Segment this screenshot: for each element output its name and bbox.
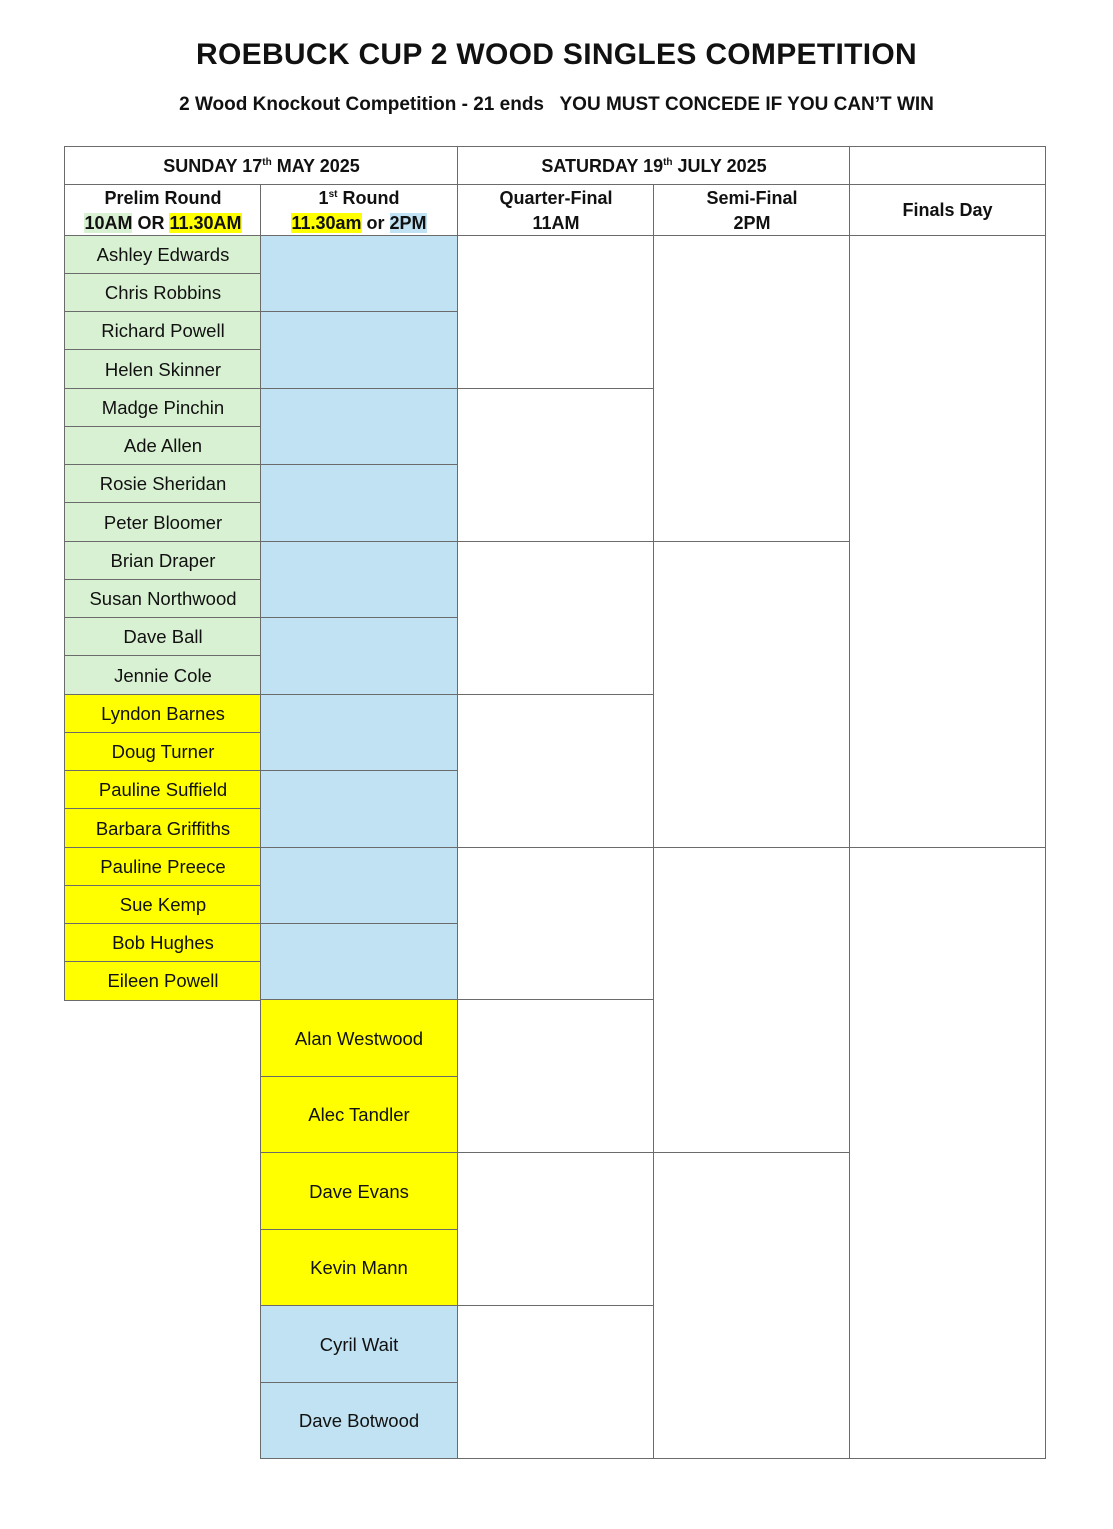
prelim-player: Richard Powell	[64, 311, 262, 351]
semi-final-slot	[653, 541, 851, 849]
prelim-player: Bob Hughes	[64, 923, 262, 963]
prelim-player: Helen Skinner	[64, 349, 262, 390]
prelim-player: Brian Draper	[64, 541, 262, 581]
finals-day-slot	[849, 235, 1046, 849]
semi-final-slot	[653, 847, 851, 1154]
first-round-player: Kevin Mann	[260, 1229, 458, 1307]
finals-day-slot	[849, 847, 1046, 1459]
prelim-player: Madge Pinchin	[64, 388, 262, 428]
first-round-player: Dave Evans	[260, 1152, 458, 1231]
quarter-final-slot	[457, 1152, 655, 1307]
header-first-round: 1st Round 11.30am or 2PM	[260, 184, 458, 237]
header-finals-top	[849, 146, 1046, 186]
first-round-slot	[260, 694, 458, 772]
first-round-player: Alec Tandler	[260, 1076, 458, 1154]
prelim-player: Jennie Cole	[64, 655, 262, 696]
first-round-slot	[260, 847, 458, 925]
first-round-slot	[260, 235, 458, 313]
header-semi-final: Semi-Final 2PM	[653, 184, 851, 237]
prelim-player: Susan Northwood	[64, 579, 262, 619]
prelim-player: Eileen Powell	[64, 961, 262, 1001]
prelim-player: Dave Ball	[64, 617, 262, 657]
prelim-player: Pauline Suffield	[64, 770, 262, 810]
prelim-player: Doug Turner	[64, 732, 262, 772]
first-round-slot	[260, 311, 458, 390]
prelim-player: Lyndon Barnes	[64, 694, 262, 734]
prelim-player: Ade Allen	[64, 426, 262, 466]
first-round-slot	[260, 770, 458, 849]
header-finals-day: Finals Day	[849, 184, 1046, 237]
header-sunday: SUNDAY 17th MAY 2025	[64, 146, 459, 186]
prelim-player: Pauline Preece	[64, 847, 262, 887]
quarter-final-slot	[457, 694, 655, 849]
first-round-player: Dave Botwood	[260, 1382, 458, 1459]
first-round-slot	[260, 923, 458, 1001]
prelim-player: Chris Robbins	[64, 273, 262, 313]
header-quarter-final: Quarter-Final 11AM	[457, 184, 655, 237]
first-round-player: Alan Westwood	[260, 999, 458, 1078]
first-round-slot	[260, 541, 458, 619]
quarter-final-slot	[457, 1305, 655, 1459]
quarter-final-slot	[457, 541, 655, 696]
page-title: ROEBUCK CUP 2 WOOD SINGLES COMPETITION	[196, 38, 917, 71]
semi-final-slot	[653, 235, 851, 543]
first-round-slot	[260, 388, 458, 466]
quarter-final-slot	[457, 999, 655, 1154]
prelim-player: Ashley Edwards	[64, 235, 262, 275]
page-subtitle: 2 Wood Knockout Competition - 21 ends YOU MUST CONCEDE IF YOU CAN’T WIN	[179, 94, 934, 115]
prelim-player: Barbara Griffiths	[64, 808, 262, 849]
first-round-slot	[260, 464, 458, 543]
header-saturday: SATURDAY 19th JULY 2025	[457, 146, 851, 186]
prelim-player: Rosie Sheridan	[64, 464, 262, 504]
quarter-final-slot	[457, 388, 655, 543]
quarter-final-slot	[457, 847, 655, 1001]
prelim-player: Peter Bloomer	[64, 502, 262, 543]
header-prelim-round: Prelim Round 10AM OR 11.30AM	[64, 184, 262, 237]
quarter-final-slot	[457, 235, 655, 390]
first-round-player: Cyril Wait	[260, 1305, 458, 1384]
prelim-player: Sue Kemp	[64, 885, 262, 925]
first-round-slot	[260, 617, 458, 696]
semi-final-slot	[653, 1152, 851, 1459]
